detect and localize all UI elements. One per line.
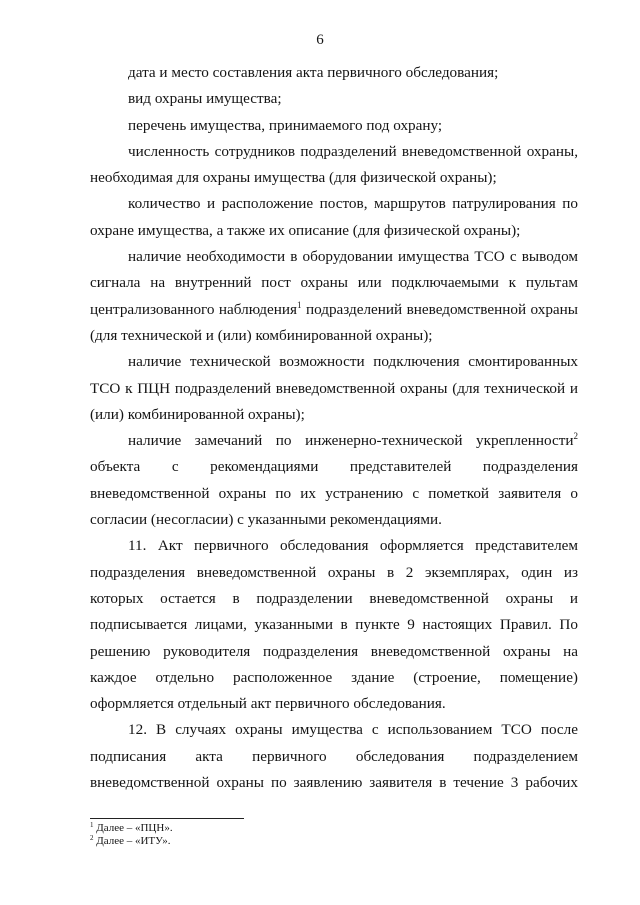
paragraph-technical-possibility: наличие технической возможности подключения смонтированных ТСО к ПЦН подразделений вневедомственной охраны (для технической и (или) комбинированной охраны);	[90, 353, 578, 423]
paragraph-text: объекта с рекомендациями представителей подразделения вневедомственной охраны по их устранению с пометкой заявителя о согласии (несогласии) с указанными рекомендациями.	[90, 458, 578, 529]
footnote-ref-1: 1	[297, 299, 302, 310]
footnote-mark: 1	[90, 821, 94, 829]
paragraph-text: наличие замечаний по инженерно-технической укрепленности	[128, 432, 574, 450]
paragraph-staff-count: численность сотрудников подразделений вневедомственной охраны, необходимая для охраны имущества (для физической охраны);	[90, 142, 578, 187]
footnote-ref-2: 2	[573, 431, 578, 442]
paragraph-remarks	[90, 428, 578, 533]
body-text	[90, 60, 578, 796]
footnotes	[90, 822, 490, 848]
footnote-mark: 2	[90, 834, 94, 842]
paragraph-11: 11. Акт первичного обследования оформляется представителем подразделения вневедомственной охраны в 2 экземплярах, один из которых остается в подразделении вневедомственной охраны и подписывается лицами, указанными в пункте 9 настоящих Правил. По решению руководителя подразделения вневедомственной охраны на каждое отдельно расположенное здание (строение, помещение) оформляется отдельный акт первичного обследования.	[90, 537, 578, 713]
paragraph-property-list: перечень имущества, принимаемого под охрану;	[128, 116, 443, 134]
paragraph-tso-equipment	[90, 244, 578, 349]
footnote-2	[90, 835, 490, 848]
footnote-1	[90, 822, 490, 835]
footnote-divider	[90, 818, 244, 819]
paragraph-posts-routes: количество и расположение постов, маршрутов патрулирования по охране имущества, а также их описание (для физической охраны);	[90, 195, 578, 239]
paragraph-12: 12. В случаях охраны имущества с использованием ТСО после подписания акта первичного обследования подразделением вневедомственной охраны по заявлению заявителя в течение 3 рабочих	[90, 721, 578, 792]
paragraph-text: подразделений вневедомственной охраны (для технической и (или) комбинированной охраны);	[90, 300, 578, 344]
paragraph-text: наличие необходимости в оборудовании имущества ТСО с выводом сигнала на внутренний пост охраны или подключаемыми к пультам централизованного наблюдения	[90, 248, 578, 318]
page-number: 6	[316, 32, 324, 48]
footnote-text: Далее – «ИТУ».	[93, 835, 171, 847]
paragraph-act-date: дата и место составления акта первичного обследования;	[128, 64, 499, 81]
paragraph-protection-type: вид охраны имущества;	[128, 90, 282, 108]
footnote-text: Далее – «ПЦН».	[93, 822, 173, 834]
